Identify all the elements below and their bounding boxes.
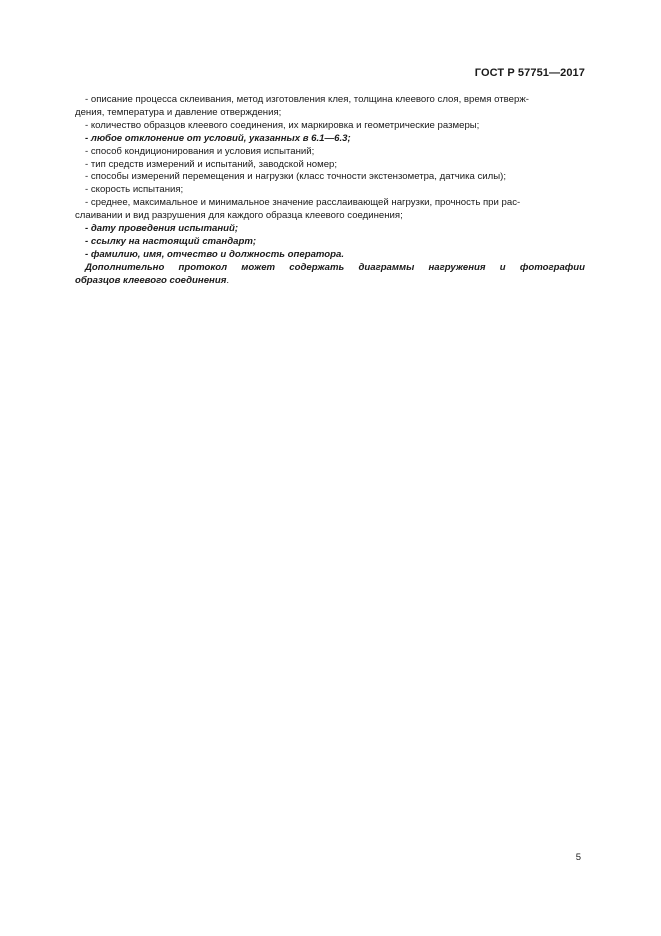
- page-number: 5: [575, 852, 581, 863]
- list-item-continuation: [75, 107, 585, 120]
- text-line: Дополнительно протокол может содержать диаграммы нагружения и фотографии: [85, 261, 585, 273]
- text-line: - дату проведения испытаний;: [85, 223, 239, 235]
- standard-code: ГОСТ Р 57751—2017: [474, 67, 585, 79]
- list-item: [75, 184, 585, 197]
- list-item: [75, 197, 585, 210]
- list-item-emphasized: [75, 236, 585, 249]
- text-line: - количество образцов клеевого соединения, их маркировка и геометрические размеры;: [85, 119, 480, 131]
- text-line: дения, температура и давление отверждения;: [75, 106, 282, 118]
- text-line: - среднее, максимальное и минимальное значение расслаивающей нагрузки, прочность при рас-: [85, 197, 521, 209]
- text-line: - описание процесса склеивания, метод изготовления клея, толщина клеевого слоя, время отверж-: [85, 94, 529, 105]
- text-line-period: .: [226, 274, 230, 286]
- list-item: [75, 159, 585, 172]
- list-item: [75, 146, 585, 159]
- text-line: - фамилию, имя, отчество и должность оператора.: [85, 248, 345, 260]
- text-line: - скорость испытания;: [85, 184, 184, 196]
- additional-paragraph: [75, 262, 585, 275]
- list-item-emphasized: [75, 223, 585, 236]
- text-line: - способ кондиционирования и условия испытаний;: [85, 145, 315, 157]
- text-line: - тип средств измерений и испытаний, заводской номер;: [85, 158, 338, 170]
- text-line: образцов клеевого соединения: [75, 274, 227, 286]
- list-item-continuation: [75, 210, 585, 223]
- list-item-emphasized: [75, 249, 585, 262]
- document-body: [75, 94, 585, 288]
- list-item: [75, 94, 585, 107]
- text-line: - ссылку на настоящий стандарт;: [85, 235, 257, 247]
- list-item-emphasized: [75, 133, 585, 146]
- additional-paragraph-continuation: [75, 275, 585, 288]
- list-item: [75, 120, 585, 133]
- text-line: - любое отклонение от условий, указанных в 6.1—6.3;: [85, 132, 351, 144]
- text-line: - способы измерений перемещения и нагрузки (класс точности экстензометра, датчика силы);: [85, 171, 506, 183]
- text-line: слаивании и вид разрушения для каждого образца клеевого соединения;: [75, 210, 403, 222]
- list-item: [75, 171, 585, 184]
